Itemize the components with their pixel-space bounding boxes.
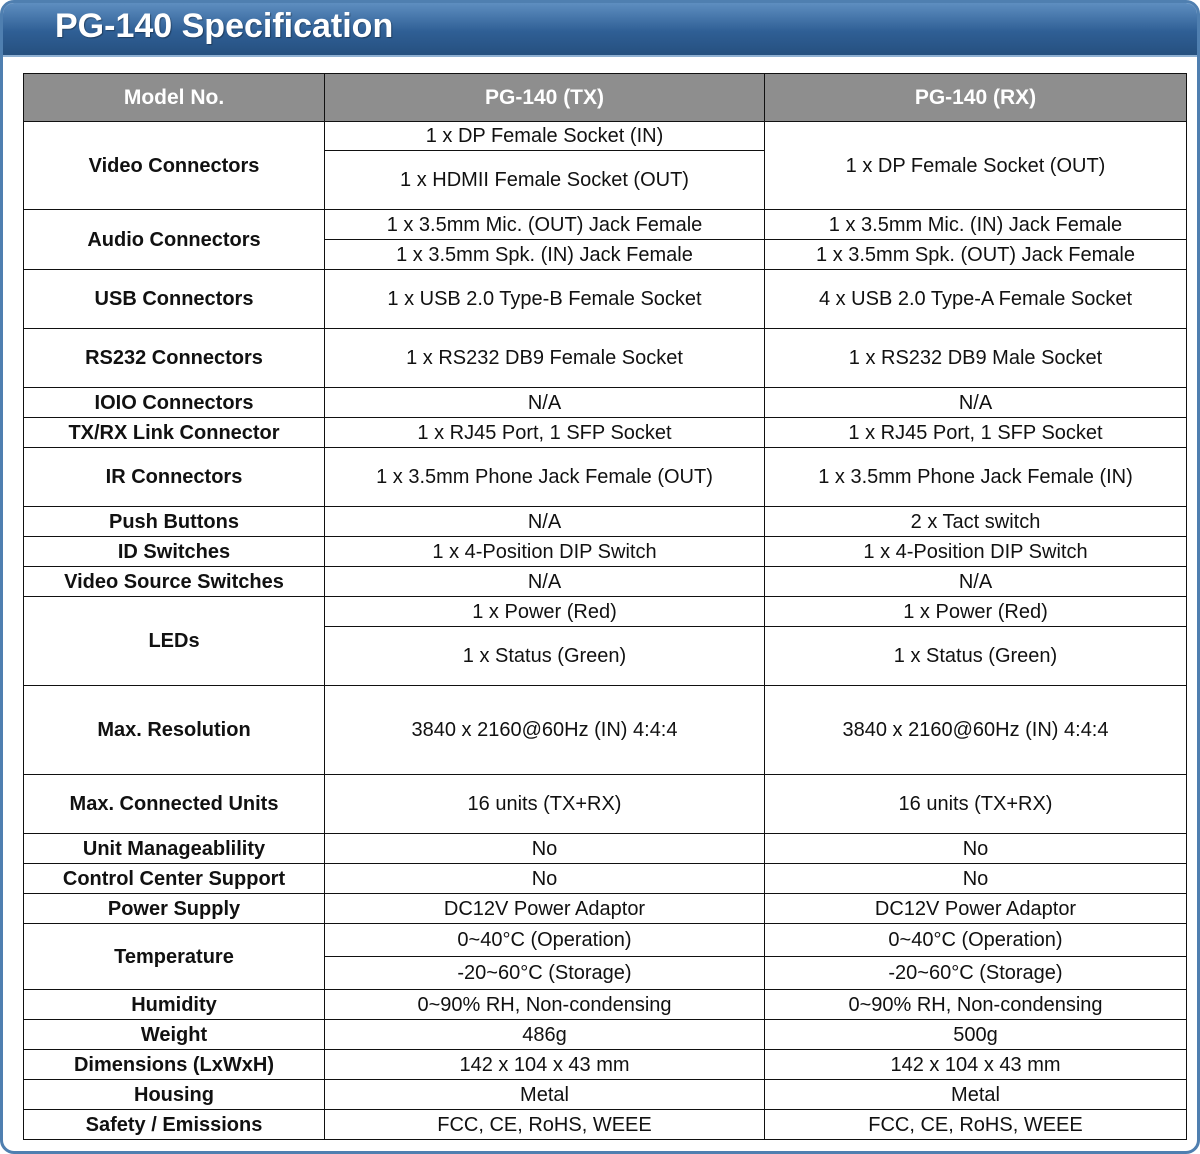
cell-tx: 142 x 104 x 43 mm bbox=[325, 1050, 765, 1080]
cell-rx: FCC, CE, RoHS, WEEE bbox=[765, 1110, 1187, 1140]
cell-rx: 1 x 3.5mm Mic. (IN) Jack Female bbox=[765, 210, 1187, 240]
row-label: Video Connectors bbox=[24, 122, 325, 210]
table-row bbox=[24, 122, 1187, 151]
table-row bbox=[24, 418, 1187, 448]
cell-rx: 1 x RJ45 Port, 1 SFP Socket bbox=[765, 418, 1187, 448]
row-label: Temperature bbox=[24, 924, 325, 990]
table-row bbox=[24, 597, 1187, 627]
cell-rx: N/A bbox=[765, 567, 1187, 597]
header-row bbox=[24, 74, 1187, 122]
cell-rx: No bbox=[765, 864, 1187, 894]
row-label: RS232 Connectors bbox=[24, 329, 325, 388]
table-row bbox=[24, 270, 1187, 329]
cell-tx: -20~60°C (Storage) bbox=[325, 957, 765, 990]
cell-tx: No bbox=[325, 864, 765, 894]
row-label: Dimensions (LxWxH) bbox=[24, 1050, 325, 1080]
cell-tx: 0~90% RH, Non-condensing bbox=[325, 990, 765, 1020]
table-row bbox=[24, 388, 1187, 418]
table-row bbox=[24, 1110, 1187, 1140]
row-label: Audio Connectors bbox=[24, 210, 325, 270]
row-label: USB Connectors bbox=[24, 270, 325, 329]
row-label: Weight bbox=[24, 1020, 325, 1050]
row-label: Housing bbox=[24, 1080, 325, 1110]
cell-tx: DC12V Power Adaptor bbox=[325, 894, 765, 924]
cell-rx: 4 x USB 2.0 Type-A Female Socket bbox=[765, 270, 1187, 329]
row-label: TX/RX Link Connector bbox=[24, 418, 325, 448]
table-row bbox=[24, 210, 1187, 240]
row-label: IOIO Connectors bbox=[24, 388, 325, 418]
cell-tx: N/A bbox=[325, 567, 765, 597]
row-label: Video Source Switches bbox=[24, 567, 325, 597]
cell-tx: N/A bbox=[325, 388, 765, 418]
row-label: Control Center Support bbox=[24, 864, 325, 894]
row-label: ID Switches bbox=[24, 537, 325, 567]
title-bar bbox=[3, 3, 1197, 57]
table-row bbox=[24, 864, 1187, 894]
cell-rx: 1 x Status (Green) bbox=[765, 627, 1187, 686]
row-label: LEDs bbox=[24, 597, 325, 686]
table-row bbox=[24, 448, 1187, 507]
cell-rx: 0~40°C (Operation) bbox=[765, 924, 1187, 957]
cell-rx: 1 x 3.5mm Spk. (OUT) Jack Female bbox=[765, 240, 1187, 270]
header-tx: PG-140 (TX) bbox=[325, 74, 765, 122]
cell-tx: 1 x 4-Position DIP Switch bbox=[325, 537, 765, 567]
table-row bbox=[24, 1020, 1187, 1050]
table-row bbox=[24, 775, 1187, 834]
cell-rx: 0~90% RH, Non-condensing bbox=[765, 990, 1187, 1020]
cell-rx: 1 x RS232 DB9 Male Socket bbox=[765, 329, 1187, 388]
cell-rx: N/A bbox=[765, 388, 1187, 418]
cell-tx: 1 x Power (Red) bbox=[325, 597, 765, 627]
table-row bbox=[24, 537, 1187, 567]
cell-tx: 1 x DP Female Socket (IN) bbox=[325, 122, 765, 151]
cell-tx: 0~40°C (Operation) bbox=[325, 924, 765, 957]
header-rx: PG-140 (RX) bbox=[765, 74, 1187, 122]
table-row bbox=[24, 834, 1187, 864]
cell-tx: 1 x RJ45 Port, 1 SFP Socket bbox=[325, 418, 765, 448]
page-title: PG-140 Specification bbox=[55, 7, 394, 45]
cell-rx: 1 x Power (Red) bbox=[765, 597, 1187, 627]
cell-tx: Metal bbox=[325, 1080, 765, 1110]
header-model-no: Model No. bbox=[24, 74, 325, 122]
cell-rx: DC12V Power Adaptor bbox=[765, 894, 1187, 924]
spec-table bbox=[23, 73, 1187, 1140]
cell-rx: Metal bbox=[765, 1080, 1187, 1110]
cell-rx: 142 x 104 x 43 mm bbox=[765, 1050, 1187, 1080]
cell-tx: 16 units (TX+RX) bbox=[325, 775, 765, 834]
table-row bbox=[24, 507, 1187, 537]
row-label: IR Connectors bbox=[24, 448, 325, 507]
cell-tx: FCC, CE, RoHS, WEEE bbox=[325, 1110, 765, 1140]
cell-tx: 1 x HDMII Female Socket (OUT) bbox=[325, 151, 765, 210]
cell-tx: 1 x RS232 DB9 Female Socket bbox=[325, 329, 765, 388]
row-label: Max. Resolution bbox=[24, 686, 325, 775]
cell-rx: 1 x DP Female Socket (OUT) bbox=[765, 122, 1187, 210]
row-label: Power Supply bbox=[24, 894, 325, 924]
table-row bbox=[24, 1080, 1187, 1110]
table-row bbox=[24, 567, 1187, 597]
row-label: Max. Connected Units bbox=[24, 775, 325, 834]
table-row bbox=[24, 686, 1187, 775]
table-row bbox=[24, 894, 1187, 924]
table-row bbox=[24, 990, 1187, 1020]
cell-rx: 1 x 4-Position DIP Switch bbox=[765, 537, 1187, 567]
cell-rx: 500g bbox=[765, 1020, 1187, 1050]
cell-tx: N/A bbox=[325, 507, 765, 537]
cell-tx: 1 x USB 2.0 Type-B Female Socket bbox=[325, 270, 765, 329]
cell-tx: 1 x 3.5mm Mic. (OUT) Jack Female bbox=[325, 210, 765, 240]
table-row bbox=[24, 329, 1187, 388]
row-label: Unit Manageablility bbox=[24, 834, 325, 864]
cell-tx: 1 x Status (Green) bbox=[325, 627, 765, 686]
row-label: Safety / Emissions bbox=[24, 1110, 325, 1140]
cell-tx: 1 x 3.5mm Spk. (IN) Jack Female bbox=[325, 240, 765, 270]
cell-rx: No bbox=[765, 834, 1187, 864]
row-label: Humidity bbox=[24, 990, 325, 1020]
table-row bbox=[24, 1050, 1187, 1080]
cell-rx: 1 x 3.5mm Phone Jack Female (IN) bbox=[765, 448, 1187, 507]
cell-tx: 1 x 3.5mm Phone Jack Female (OUT) bbox=[325, 448, 765, 507]
row-label: Push Buttons bbox=[24, 507, 325, 537]
cell-rx: 3840 x 2160@60Hz (IN) 4:4:4 bbox=[765, 686, 1187, 775]
cell-rx: 16 units (TX+RX) bbox=[765, 775, 1187, 834]
cell-rx: 2 x Tact switch bbox=[765, 507, 1187, 537]
table-row bbox=[24, 924, 1187, 957]
cell-tx: 486g bbox=[325, 1020, 765, 1050]
cell-tx: 3840 x 2160@60Hz (IN) 4:4:4 bbox=[325, 686, 765, 775]
cell-tx: No bbox=[325, 834, 765, 864]
cell-rx: -20~60°C (Storage) bbox=[765, 957, 1187, 990]
